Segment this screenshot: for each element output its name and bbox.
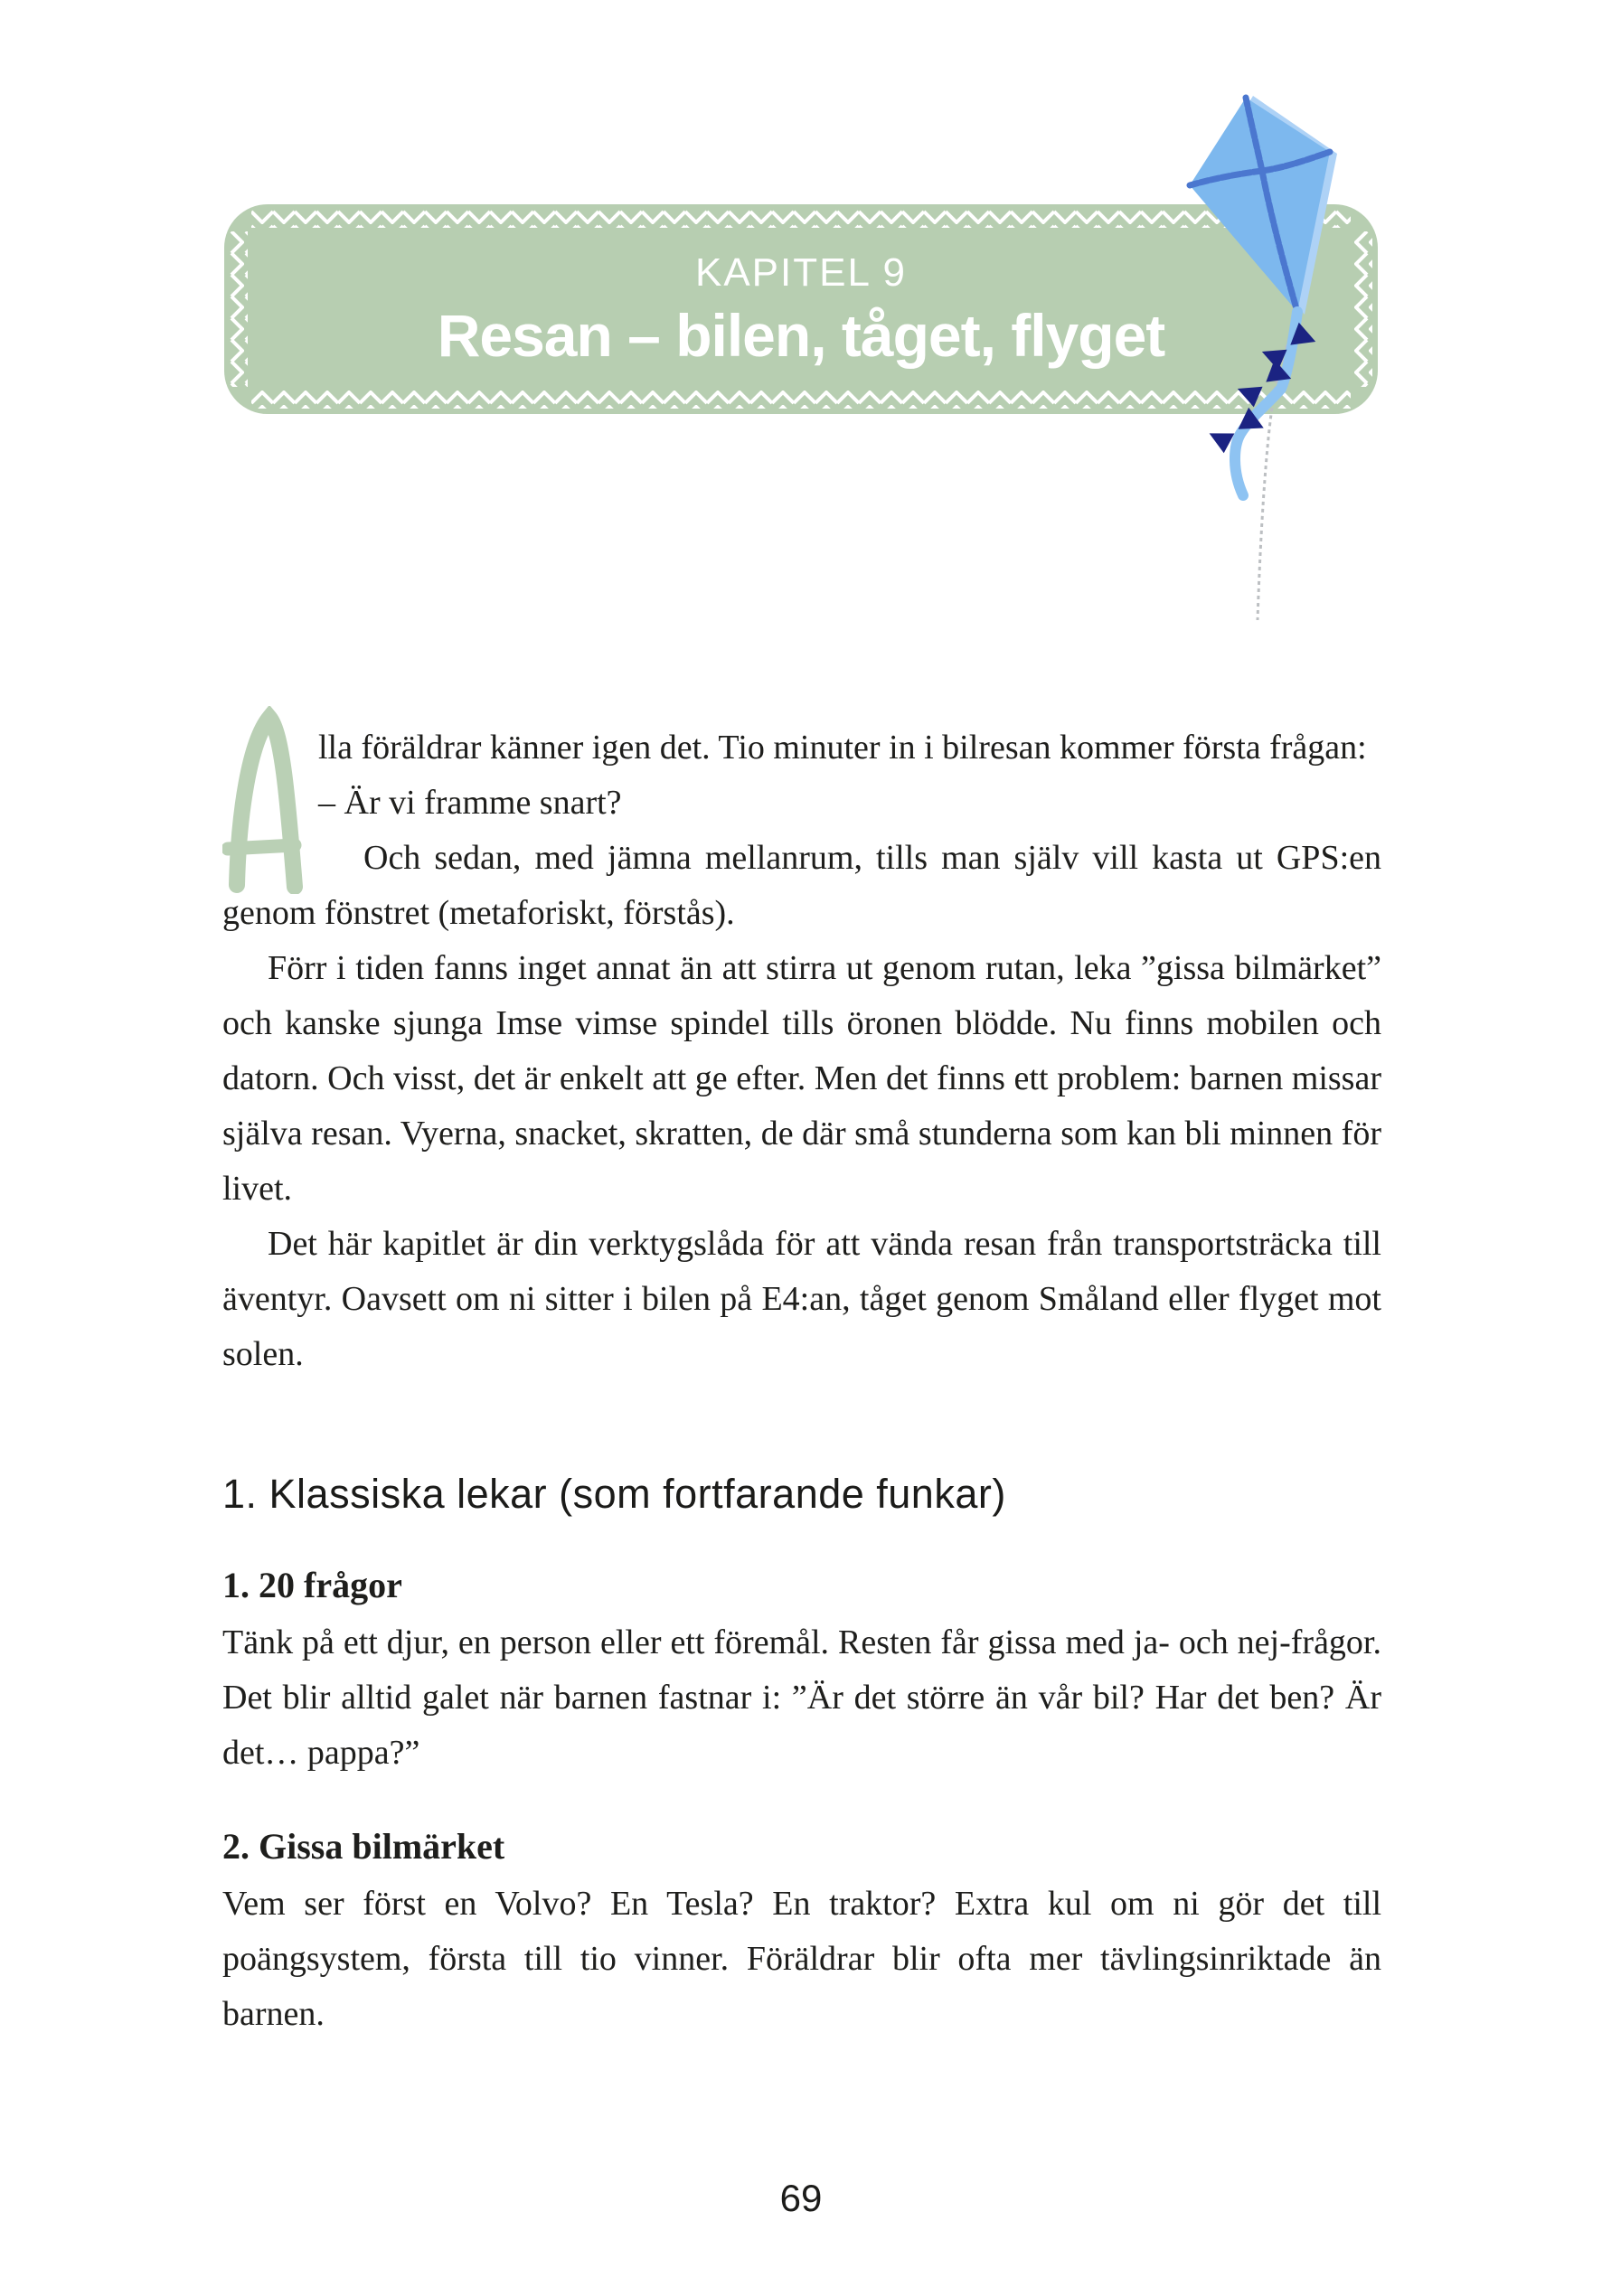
intro-block — [222, 720, 1381, 831]
drop-cap — [222, 720, 318, 883]
intro-opening-paragraph: lla föräldrar känner igen det. Tio minuter in i bilresan kommer första frågan: — [318, 729, 1367, 767]
paragraph: Och sedan, med jämna mellanrum, tills man själv vill kasta ut GPS:en genom fönstret (metaforiskt, förstås). — [222, 839, 1381, 932]
body-content — [222, 720, 1381, 2042]
game-title-1: 1. 20 frågor — [222, 1565, 402, 1605]
paragraph: Det här kapitlet är din verktygslåda för att vända resan från transportsträcka till äventyr. Oavsett om ni sitter i bilen på E4:an, tåget genom Småland eller flyget mot solen. — [222, 1225, 1381, 1373]
page-number: 69 — [779, 2177, 823, 2219]
game-text-2: Vem ser först en Volvo? En Tesla? En traktor? Extra kul om ni gör det till poängsystem, första till tio vinner. Föräldrar blir ofta mer tävlingsinriktade än barnen. — [222, 1885, 1381, 2033]
kite-illustration — [1160, 78, 1386, 647]
drop-cap-a-icon — [222, 706, 313, 894]
section-heading: 1. Klassiska lekar (som fortfarande funkar) — [222, 1471, 1006, 1517]
intro-dialogue-line: – Är vi framme snart? — [318, 784, 622, 822]
paragraph: Förr i tiden fanns inget annat än att stirra ut genom rutan, leka ”gissa bilmärket” och kanske sjunga Imse vimse spindel tills öronen blödde. Nu finns mobilen och datorn. Och visst, det är enkelt att ge efter. Men det finns ett problem: barnen missar själva resan. Vyerna, snacket, skratten, de där små stunderna som kan bli minnen för livet. — [222, 949, 1381, 1208]
game-text-1: Tänk på ett djur, en person eller ett föremål. Resten får gissa med ja- och nej-frågor. Det blir alltid galet när barnen fastnar i: ”Är det större än vår bil? Har det ben? Är det… pappa?” — [222, 1623, 1381, 1772]
chapter-kicker: KAPITEL 9 — [694, 250, 908, 295]
chapter-title: Resan – bilen, tåget, flyget — [437, 302, 1165, 369]
game-title-2: 2. Gissa bilmärket — [222, 1826, 505, 1867]
